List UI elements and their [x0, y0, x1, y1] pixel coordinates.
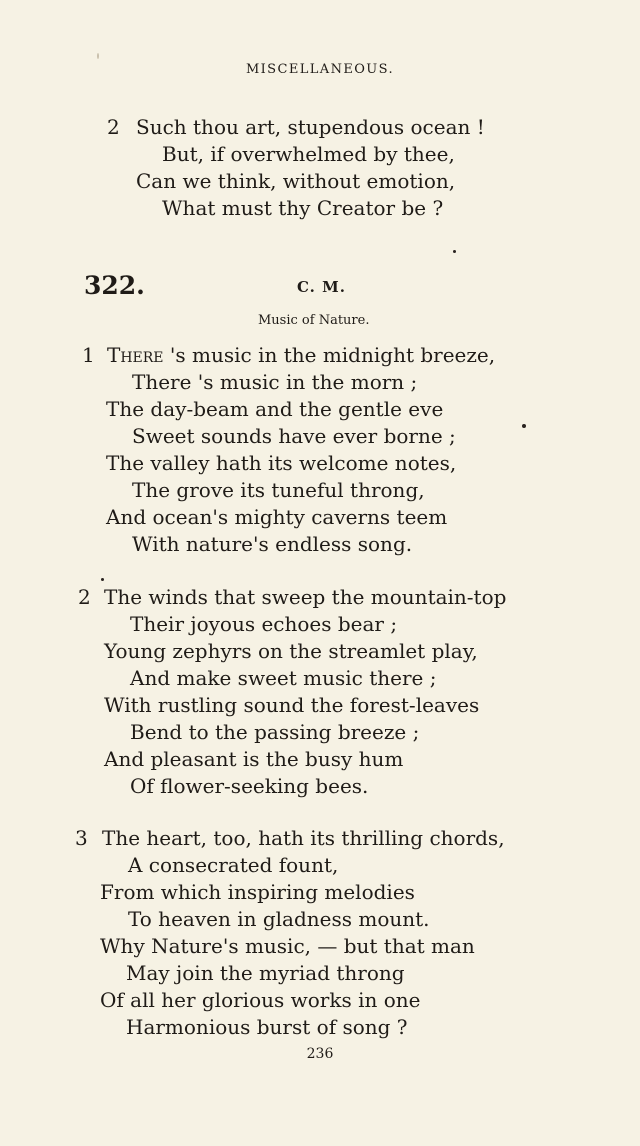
- verse-line: The valley hath its welcome notes,: [106, 451, 457, 475]
- verse-line: Bend to the passing breeze ;: [130, 720, 420, 744]
- verse-line: From which inspiring melodies: [100, 880, 415, 904]
- hymn-number: 322.: [84, 271, 145, 300]
- verse-line: Sweet sounds have ever borne ;: [132, 424, 456, 448]
- verse-line: What must thy Creator be ?: [162, 196, 444, 220]
- verse-line: With rustling sound the forest-leaves: [104, 693, 480, 717]
- verse-line: Their joyous echoes bear ;: [130, 612, 398, 636]
- verse-line: Such thou art, stupendous ocean !: [136, 115, 485, 139]
- verse-line-rest: 's music in the midnight breeze,: [163, 343, 496, 367]
- stanza-number: 2: [107, 115, 120, 139]
- verse-line: A consecrated fount,: [128, 853, 339, 877]
- verse-line: Why Nature's music, — but that man: [100, 934, 475, 958]
- verse-line: The winds that sweep the mountain-top: [104, 585, 507, 609]
- verse-line: The grove its tuneful throng,: [132, 478, 425, 502]
- verse-line: Of flower-seeking bees.: [130, 774, 369, 798]
- verse-line: With nature's endless song.: [132, 532, 413, 556]
- ink-speck: [453, 250, 456, 253]
- running-head: MISCELLANEOUS.: [245, 62, 395, 77]
- verse-line: Young zephyrs on the streamlet play,: [104, 639, 478, 663]
- verse-line: The heart, too, hath its thrilling chords,: [102, 826, 505, 850]
- hymn-title: Music of Nature.: [258, 313, 370, 328]
- verse-line: There 's music in the morn ;: [132, 370, 418, 394]
- verse-line: And ocean's mighty caverns teem: [106, 505, 448, 529]
- verse-line: The day-beam and the gentle eve: [106, 397, 444, 421]
- verse-line: May join the myriad throng: [126, 961, 405, 985]
- verse-line: [107, 343, 495, 367]
- ink-speck: [522, 424, 526, 428]
- verse-line: Harmonious burst of song ?: [126, 1015, 408, 1039]
- ink-speck: [97, 53, 99, 59]
- verse-line: And pleasant is the busy hum: [104, 747, 404, 771]
- verse-line: And make sweet music there ;: [130, 666, 437, 690]
- hymn-meter: C. M.: [297, 278, 346, 296]
- stanza-number: 2: [78, 585, 91, 609]
- verse-line: But, if overwhelmed by thee,: [162, 142, 455, 166]
- verse-line: Of all her glorious works in one: [100, 988, 421, 1012]
- ink-speck: [101, 578, 104, 581]
- verse-line: To heaven in gladness mount.: [128, 907, 430, 931]
- verse-line: Can we think, without emotion,: [136, 169, 456, 193]
- stanza-number: 1: [82, 343, 95, 367]
- page-number: 236: [306, 1046, 334, 1062]
- stanza-number: 3: [75, 826, 88, 850]
- initial-word: There: [107, 343, 164, 367]
